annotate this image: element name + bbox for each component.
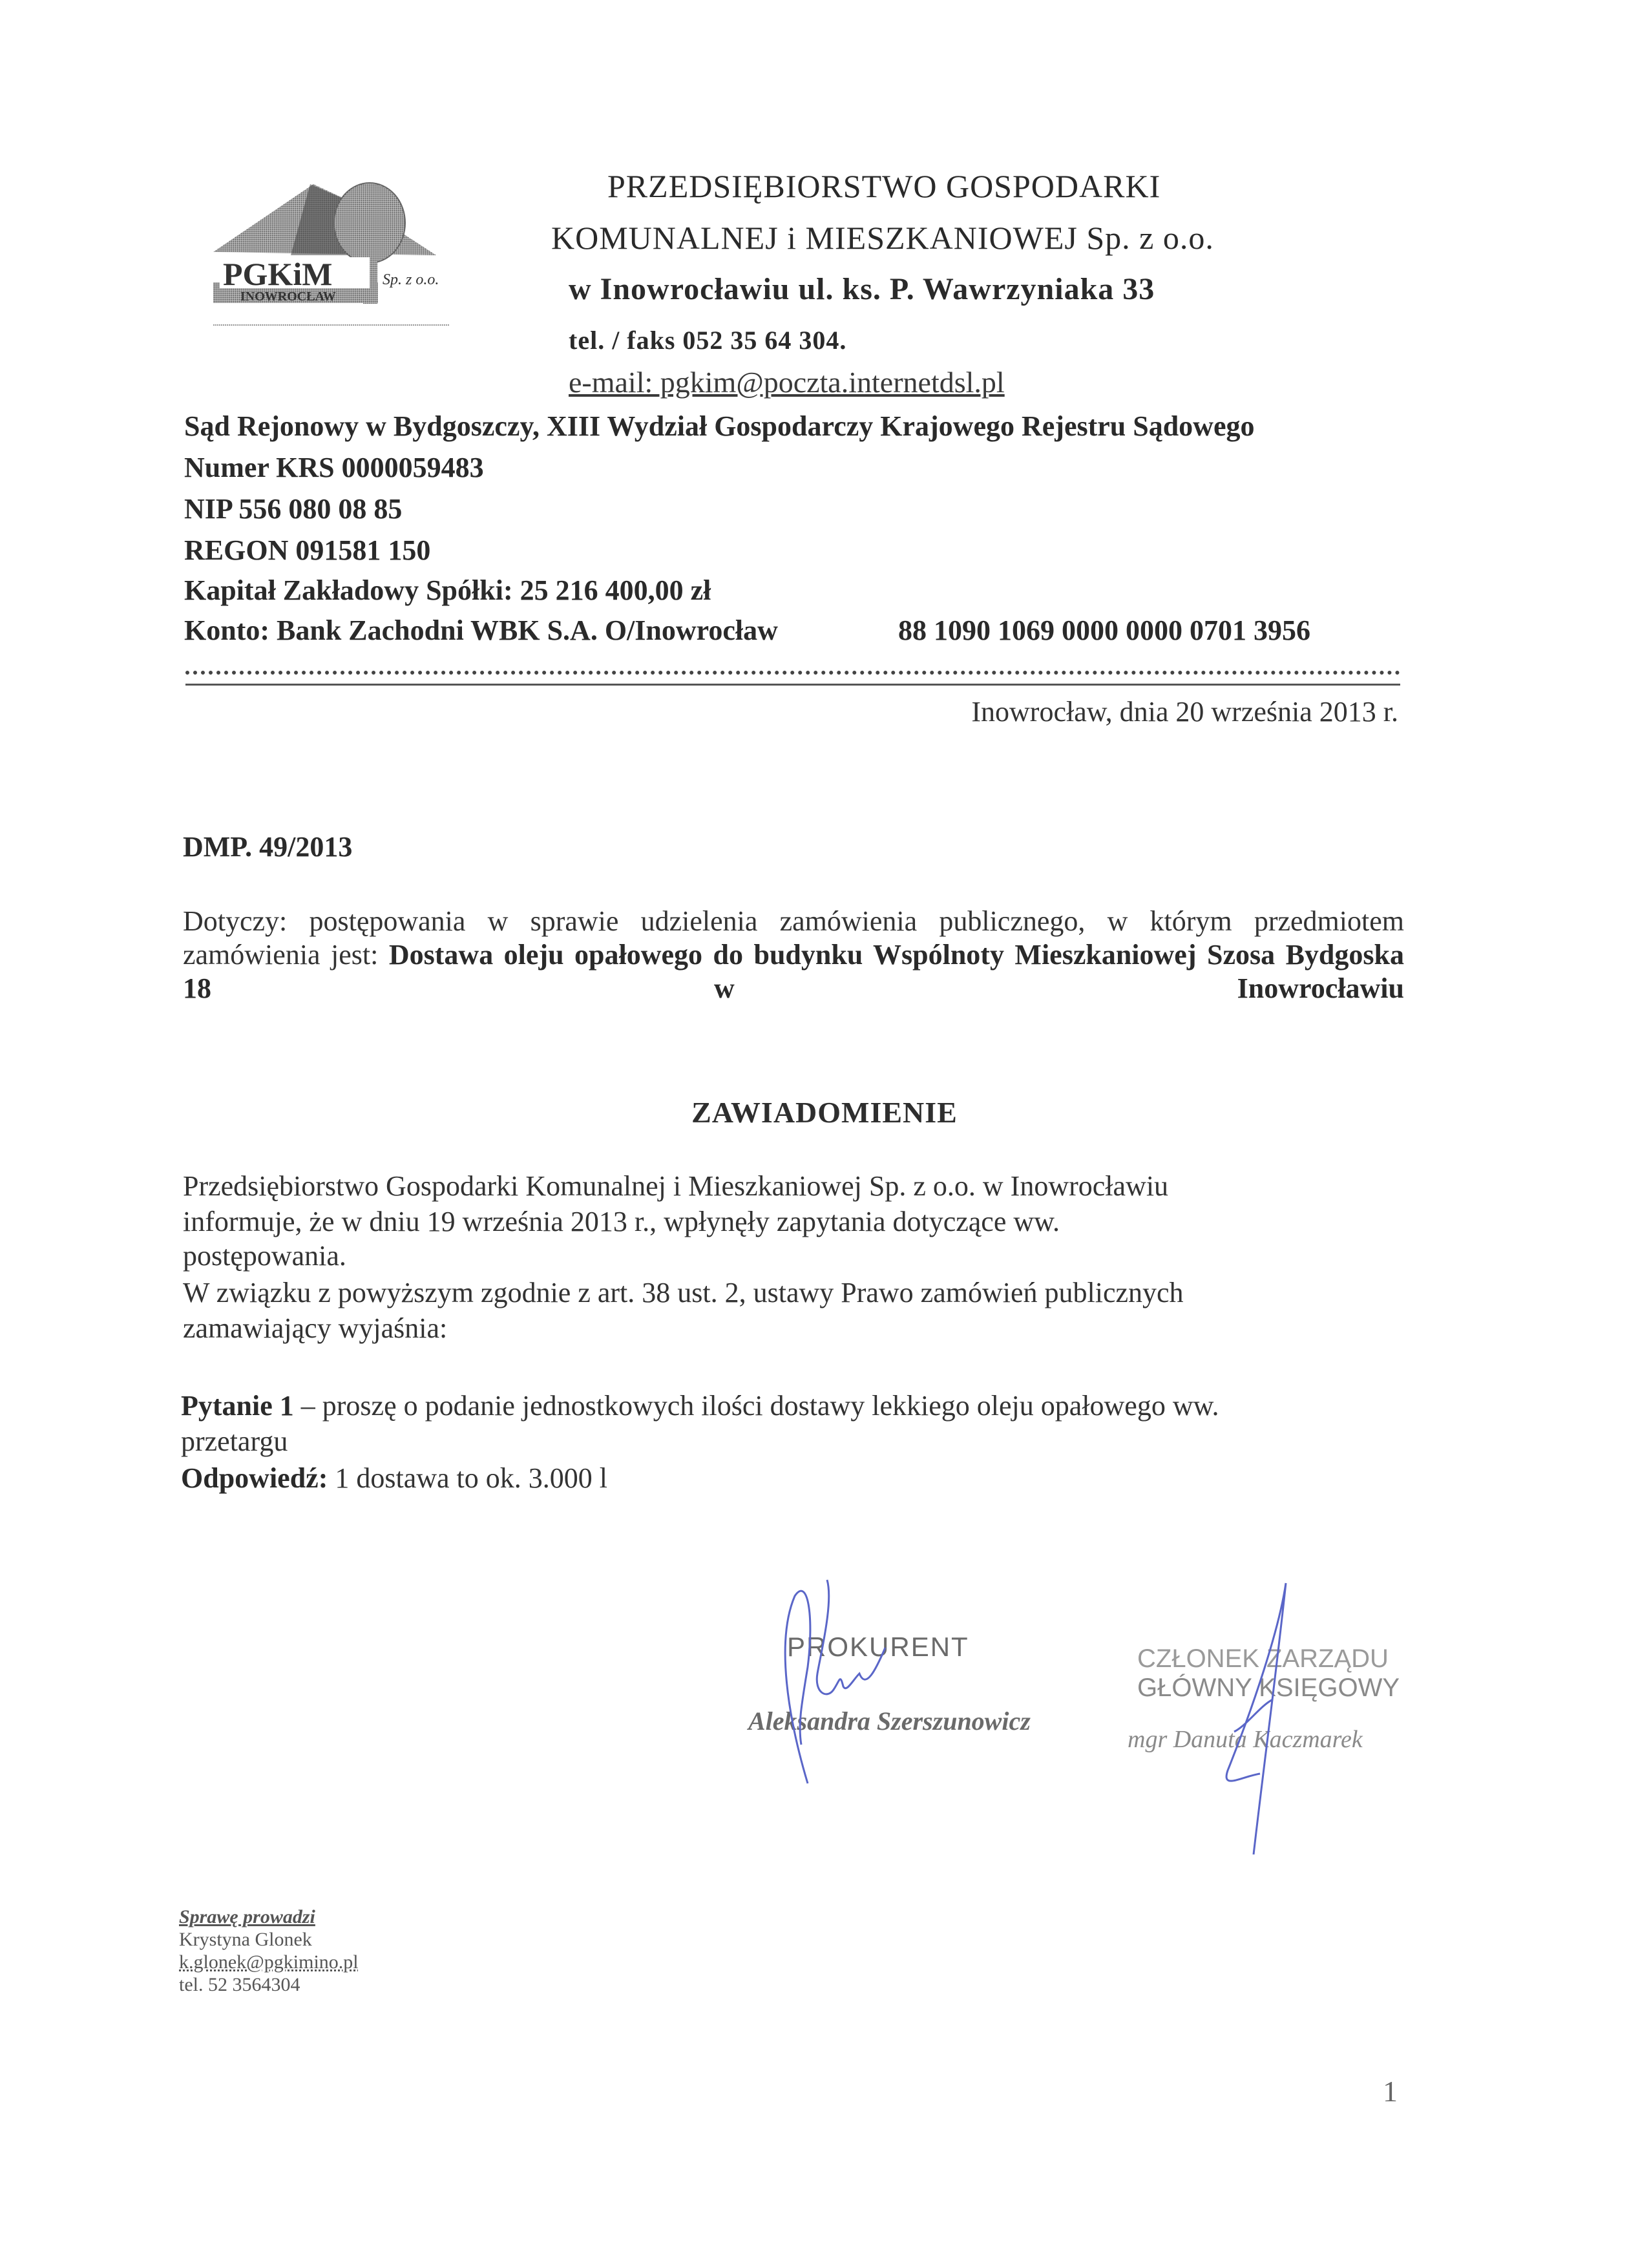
body-line-1: Przedsiębiorstwo Gospodarki Komunalnej i Mieszkaniowej Sp. z o.o. w Inowrocławiu [183,1170,1169,1202]
company-name-line1: PRZEDSIĘBIORSTWO GOSPODARKI [607,168,1161,204]
body-line-3: postępowania. [183,1240,346,1272]
signature-stroke-left [785,1580,885,1783]
subject-prefix: Dotyczy: postępowania w sprawie udzielenia zamówienia publicznego, w którym przedmiotem zamówienia jest: [183,905,1404,971]
signature-left [762,1577,956,1790]
question-text: – proszę o podanie jednostkowych ilości dostawy lekkiego oleju opałowego ww. [293,1390,1219,1422]
company-logo [194,165,452,326]
signature-stroke-right [1226,1583,1286,1854]
footer-phone: tel. 52 3564304 [179,1974,300,1995]
stamp-name-left: Aleksandra Szerszunowicz [748,1706,1031,1736]
registry-nip: NIP 556 080 08 85 [184,493,403,525]
body-line-5: zamawiający wyjaśnia: [183,1312,448,1344]
body-line-4: W związku z powyższym zgodnie z art. 38 ust. 2, ustawy Prawo zamówień publicznych [183,1277,1184,1308]
answer-text: 1 dostawa to ok. 3.000 l [328,1462,607,1494]
letter-date: Inowrocław, dnia 20 września 2013 r. [971,696,1398,728]
signature-right [1202,1577,1305,1861]
company-email-link[interactable]: e-mail: pgkim@poczta.internetdsl.pl [569,366,1005,399]
footer-label: Sprawę prowadzi [179,1906,315,1927]
answer-1 [181,1462,607,1495]
stamp-role-right-1: CZŁONEK ZARZĄDU [1137,1644,1389,1673]
registry-regon: REGON 091581 150 [184,534,431,566]
logo-graphic [194,165,452,326]
stamp-name-right: mgr Danuta Kaczmarek [1128,1726,1363,1753]
document-title: ZAWIADOMIENIE [691,1096,958,1129]
company-phone: tel. / faks 052 35 64 304. [569,326,847,355]
body-line-2: informuje, że w dniu 19 września 2013 r., wpłynęły zapytania dotyczące ww. [183,1206,1060,1237]
logo-city: INOWROCŁAW [240,289,336,304]
question-1 [181,1389,1219,1422]
registry-account-bank: Konto: Bank Zachodni WBK S.A. O/Inowrocław [184,614,778,646]
registry-capital: Kapitał Zakładowy Spółki: 25 216 400,00 zł [184,574,711,606]
question-continuation: przetargu [181,1425,288,1457]
company-address: w Inowrocławiu ul. ks. P. Wawrzyniaka 33 [569,272,1155,306]
answer-label: Odpowiedź: [181,1462,328,1494]
stamp-role-left: PROKURENT [787,1632,969,1662]
registry-account-number: 88 1090 1069 0000 0000 0701 3956 [898,614,1310,646]
subject-paragraph [183,905,1404,1004]
footer-name: Krystyna Glonek [179,1929,312,1950]
logo-suffix: Sp. z o.o. [383,271,439,288]
page-number: 1 [1383,2075,1398,2108]
footer-email-link[interactable]: k.glonek@pgkimino.pl [179,1951,359,1973]
tree-crown [334,183,405,263]
stamp-role-right-2: GŁÓWNY KSIĘGOWY [1137,1674,1400,1702]
question-label: Pytanie 1 [181,1390,294,1422]
registry-krs: Numer KRS 0000059483 [184,452,484,483]
subject-bold: Dostawa oleju opałowego do budynku Wspólnoty Mieszkaniowej Szosa Bydgoska 18 w Inowrocławiu [183,939,1404,1004]
registry-court: Sąd Rejonowy w Bydgoszczy, XIII Wydział Gospodarczy Krajowego Rejestru Sądowego [184,410,1255,442]
header-divider [185,671,1400,686]
logo-text: PGKiM [223,256,333,292]
reference-number: DMP. 49/2013 [183,831,353,863]
company-name-line2: KOMUNALNEJ i MIESZKANIOWEJ Sp. z o.o. [551,220,1214,256]
